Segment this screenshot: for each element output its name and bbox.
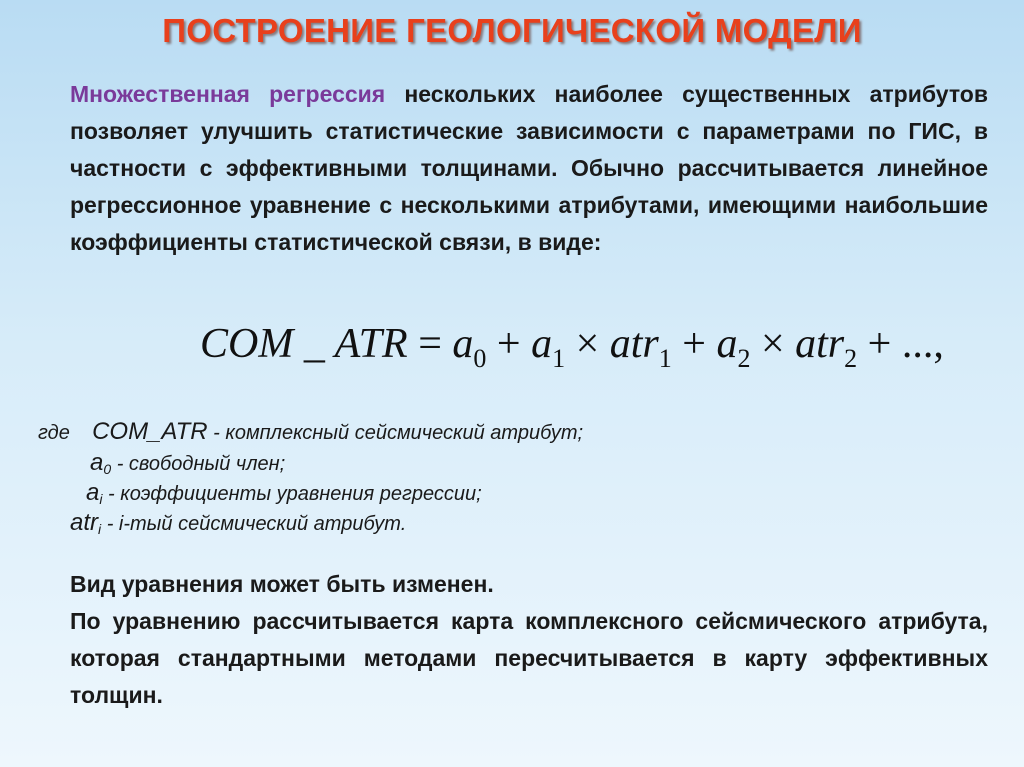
definition-com-atr-text: - комплексный сейсмический атрибут; — [207, 422, 584, 444]
slide-title: ПОСТРОЕНИЕ ГЕОЛОГИЧЕСКОЙ МОДЕЛИ — [162, 12, 862, 49]
conclusion-paragraph: По уравнению рассчитывается карта комплексного сейсмического атрибута, которая стандартными методами пересчитывается в карту эффективных толщин. — [70, 608, 988, 708]
intro-text: нескольких наиболее существенных атрибутов позволяет улучшить статистические зависимости с параметрами по ГИС, в частности с эффективными толщинами. Обычно рассчитывается линейное регрессионное уравнение с несколькими атрибутами, имеющими наибольшие коэффициенты статистической связи, в виде: — [70, 81, 988, 255]
formula-a1: a — [531, 321, 553, 367]
definition-com-atr-symbol: COM_ATR — [92, 418, 208, 445]
formula-times-2: × — [750, 321, 796, 367]
definition-atri-text: - i-тый сейсмический атрибут. — [101, 513, 407, 535]
definition-a0-text: - свободный член; — [111, 453, 286, 475]
definition-ai-text: - коэффициенты уравнения регрессии; — [102, 483, 482, 505]
definition-a0-symbol: a — [90, 449, 104, 476]
definition-ai — [86, 479, 482, 507]
formula-a2-sub: 2 — [737, 344, 751, 373]
formula-a1-sub: 1 — [552, 344, 566, 373]
note-paragraph: Вид уравнения может быть изменен. — [70, 571, 494, 597]
definition-ai-symbol: a — [86, 479, 100, 506]
formula-a0: a — [452, 321, 474, 367]
formula-atr2: atr — [795, 321, 845, 367]
definition-atri-sub: i — [98, 521, 102, 537]
formula-atr2-sub: 2 — [844, 344, 858, 373]
formula-plus-1: + — [486, 321, 532, 367]
formula-atr1-sub: 1 — [658, 344, 672, 373]
formula-tail: + ..., — [857, 321, 944, 367]
definition-atri — [70, 509, 406, 537]
definition-com-atr — [38, 418, 583, 446]
formula-a0-sub: 0 — [473, 344, 487, 373]
formula-atr1: atr — [609, 321, 659, 367]
definition-atri-symbol: atr — [70, 509, 99, 536]
definition-a0 — [90, 449, 285, 477]
definition-ai-sub: i — [99, 491, 103, 507]
intro-highlight: Множественная регрессия — [70, 81, 386, 107]
definition-a0-sub: 0 — [103, 461, 112, 477]
formula-times-1: × — [565, 321, 610, 367]
formula-lhs: COM _ ATR — [200, 321, 408, 367]
formula-plus-2: + — [671, 321, 717, 367]
formula-equals: = — [407, 321, 453, 367]
formula-a2: a — [716, 321, 738, 367]
definition-where: где — [38, 422, 70, 444]
